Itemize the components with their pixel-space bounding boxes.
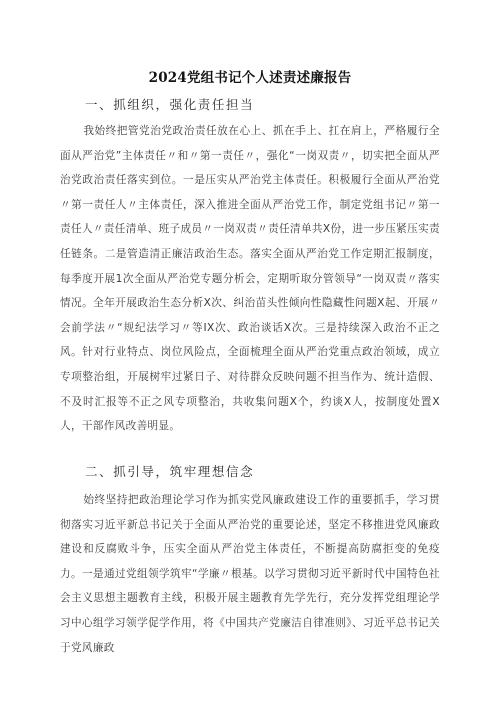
- section-paragraph-2: 始终坚持把政治理论学习作为抓实党风廉政建设工作的重要抓手，学习贯彻落实习近平新总书记关于全面从严治党的重要论述，坚定不移推进党风廉政建设和反腐败斗争，压实全面从严治党主体责任，不断提高防腐拒变的免疫力。一是通过党组领学筑牢“学廉〃根基。以学习贯彻习近平新时代中国特色社会主义思想主题教育主线，积极开展主题教育先学先行，充分发挥党组理论学习中心组学习领学促学作用，将《中国共产党廉洁自律准则》、习近平总书记关于党风廉政: [60, 494, 440, 654]
- section-paragraph-1: 我始终把管党治党政治责任放在心上、抓在手上、扛在肩上，严格履行全面从严治党”主体责任〃和〃第一责任〃，强化“一岗双责〃，切实把全面从严治党政治责任落实到位。一是压实从严治党主体责任。积极履行全面从严治党〃第一责任人〃主体责任，深入推进全面从严治党工作，制定党组书记〃第一责任人〃责任清单、班子成员〃一岗双责〃责任清单共X份，进一步压紧压实责任链条。二是管造清正廉洁政治生态。落实全面从严治党工作定期汇报制度，每季度开展1次全面从严治党专题分析会，定期听取分管领导“一岗双责〃落实情况。全年开展政治生态分析X次、纠治苗头性倾向性隐藏性问题X起、开展〃会前学法〃“规纪法学习〃等IX次、政治谈话X次。三是持续深入政治不正之风。针对行业特点、岗位风险点，全面梳理全面从严治党重点政治领域，成立专项整治组，开展树牢过紧日子、对待群众反映问题不担当作为、统计造假、不及时汇报等不正之风专项整治，共收集问题X个，约谈X人，按制度处置X人，干部作风改善明显。: [60, 125, 440, 433]
- document-title: 2024党组书记个人述责述廉报告: [148, 70, 352, 86]
- section-heading-2: 二、抓引导，筑牢理想信念: [85, 464, 255, 479]
- section-heading-1: 一、抓组织，强化责任担当: [85, 97, 255, 112]
